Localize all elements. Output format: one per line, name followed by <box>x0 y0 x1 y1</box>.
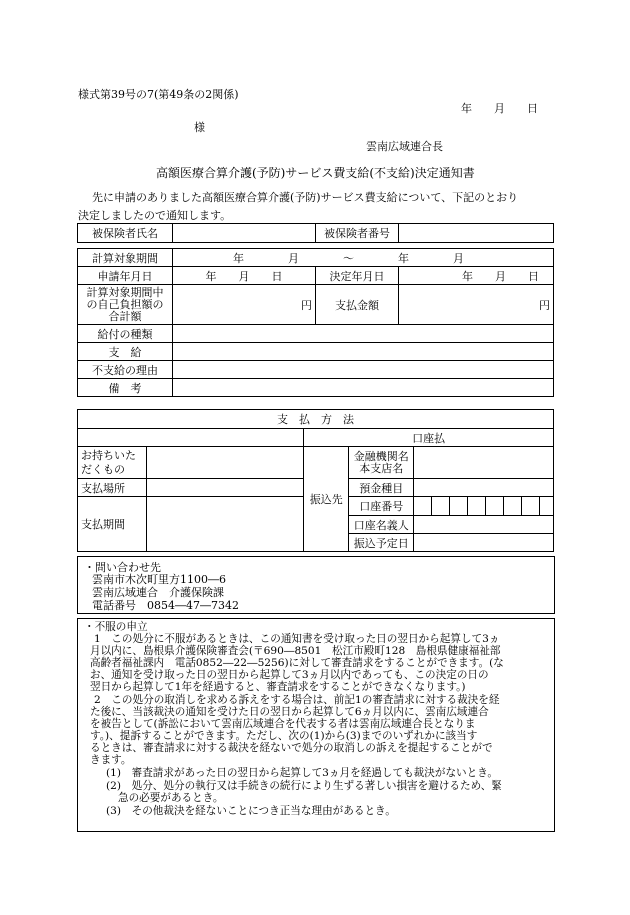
digit-box <box>486 497 504 515</box>
insured-table <box>77 223 554 243</box>
bank-label <box>349 447 414 479</box>
transfer-date-value <box>414 534 554 552</box>
self-pay-line-3: 合計額 <box>108 309 142 323</box>
addressee-suffix: 様 <box>194 121 205 134</box>
digit-box <box>414 497 432 515</box>
non-payment-reason-label: 不支給の理由 <box>78 361 173 379</box>
insured-number-value <box>399 224 554 243</box>
apply-date-value: 年 月 日 <box>173 267 316 285</box>
contact-box <box>77 556 555 614</box>
bank-line-2: 本支店名 <box>359 461 404 475</box>
self-pay-line-2: の自己負担額の <box>86 297 164 311</box>
appeal-p2-line-4: す。)、提訴することができます。ただし、次の(1)から(3)までのいずれかに該当す <box>90 730 478 742</box>
payment-label: 支 給 <box>78 343 173 361</box>
decision-date-value: 年 月 日 <box>399 267 554 285</box>
benefit-type-value <box>173 325 554 343</box>
insured-name-value <box>173 224 316 243</box>
period-pay-value <box>147 497 304 552</box>
decision-table <box>77 248 554 397</box>
payment-method-cash <box>78 429 304 447</box>
payment-value <box>173 343 554 361</box>
digit-box <box>540 497 553 515</box>
insured-name-label: 被保険者氏名 <box>78 224 173 243</box>
non-payment-reason-value <box>173 361 554 379</box>
intro-line-2: 決定しましたので通知します。 <box>78 209 232 222</box>
appeal-p2-line-6: きます。 <box>90 754 132 766</box>
appeal-box <box>77 618 555 832</box>
self-pay-value: 円 <box>173 285 316 325</box>
benefit-type-label: 給付の種類 <box>78 325 173 343</box>
appeal-p1-line-3: 高齢者福祉課内 電話0852―22―5256)に対して審査請求をすることができます。(な <box>90 657 504 669</box>
items-line-1: お持ちいた <box>81 448 136 462</box>
deposit-type-value <box>414 479 554 497</box>
digit-box <box>432 497 450 515</box>
account-number-boxes <box>414 497 554 516</box>
decision-date-label: 決定年月日 <box>316 267 399 285</box>
period-value: 年 月 ～ 年 月 <box>173 249 554 267</box>
remarks-label: 備 考 <box>78 379 173 397</box>
place-label: 支払場所 <box>78 479 147 497</box>
appeal-p2-line-3: を被告として(訴訟において雲南広域連合を代表する者は雲南広域連合長となりま <box>90 718 476 730</box>
appeal-p2-line-2: た後に、当該裁決の通知を受けた日の翌日から起算して6ヵ月以内に、雲南広域連合 <box>90 706 489 718</box>
items-line-2: だくもの <box>81 462 125 476</box>
deposit-type-label: 預金種目 <box>349 479 414 497</box>
form-number: 様式第39号の7(第49条の2関係) <box>78 88 239 101</box>
period-pay-label: 支払期間 <box>78 497 147 552</box>
transfer-date-label: 振込予定日 <box>349 534 414 552</box>
contact-address: 雲南市木次町里方1100―6 <box>92 573 226 586</box>
payment-method-table <box>77 409 554 552</box>
issuer-name: 雲南広域連合長 <box>366 140 443 153</box>
period-label: 計算対象期間 <box>78 249 173 267</box>
payment-amount-label: 支払金額 <box>316 285 399 325</box>
payment-method-title: 支 払 方 法 <box>78 410 554 429</box>
account-holder-value <box>414 516 554 534</box>
appeal-heading: ・不服の申立 <box>84 621 148 633</box>
account-header: 口座払 <box>304 429 554 447</box>
document-title: 高額医療合算介護(予防)サービス費支給(不支給)決定通知書 <box>156 166 475 180</box>
appeal-sub-2-line-2: 急の必要があるとき。 <box>118 792 224 804</box>
appeal-sub-3: (3) その他裁決を経ないことにつき正当な理由があるとき。 <box>106 805 396 817</box>
appeal-p2-line-5: るときは、審査請求に対する裁決を経ないで処分の取消しの訴えを提起することがで <box>90 742 493 754</box>
appeal-p1-line-2: 月以内に、島根県介護保険審査会(〒690―8501 松江市殿町128 島根県健康福祉部 <box>90 645 501 657</box>
digit-box <box>522 497 540 515</box>
intro-line-1: 先に申請のありました高額医療合算介護(予防)サービス費支給について、下記のとおり <box>92 191 519 204</box>
apply-date-label: 申請年月日 <box>78 267 173 285</box>
header-date: 年 月 日 <box>461 102 538 115</box>
appeal-sub-1: (1) 審査請求があった日の翌日から起算して3ヵ月を経過しても裁決がないとき。 <box>106 767 498 779</box>
appeal-p1-line-5: 翌日から起算して1年を経過すると、審査請求をすることができなくなります。) <box>90 681 466 693</box>
transfer-to-label: 振込先 <box>304 447 349 552</box>
bank-value <box>414 447 554 479</box>
appeal-sub-2-line-1: (2) 処分、処分の執行又は手続きの続行により生ずる著しい損害を避けるため、緊 <box>106 780 502 792</box>
remarks-value <box>173 379 554 397</box>
contact-office: 雲南広域連合 介護保険課 <box>92 586 224 599</box>
bank-line-1: 金融機関名 <box>353 449 409 463</box>
appeal-p1-line-1: 1 この処分に不服があるときは、この通知書を受け取った日の翌日から起算して3ヵ <box>94 633 500 645</box>
digit-box <box>450 497 468 515</box>
appeal-p2-line-1: 2 この処分の取消しを求める訴えをする場合は、前記1の審査請求に対する裁決を経 <box>94 694 500 706</box>
payment-amount-value: 円 <box>399 285 554 325</box>
digit-box <box>468 497 486 515</box>
account-holder-label: 口座名義人 <box>349 516 414 534</box>
items-label <box>78 447 147 479</box>
place-value <box>147 479 304 497</box>
digit-box <box>504 497 522 515</box>
contact-phone: 電話番号 0854―47―7342 <box>92 599 239 612</box>
insured-number-label: 被保険者番号 <box>316 224 399 243</box>
contact-heading: ・問い合わせ先 <box>84 561 161 574</box>
self-pay-line-1: 計算対象期間中 <box>86 285 164 299</box>
appeal-p1-line-4: お、通知を受け取った日の翌日から起算して3ヵ月以内であっても、この決定の日の <box>90 669 489 681</box>
self-pay-label <box>78 285 173 325</box>
account-number-label: 口座番号 <box>349 497 414 516</box>
items-value <box>147 447 304 479</box>
